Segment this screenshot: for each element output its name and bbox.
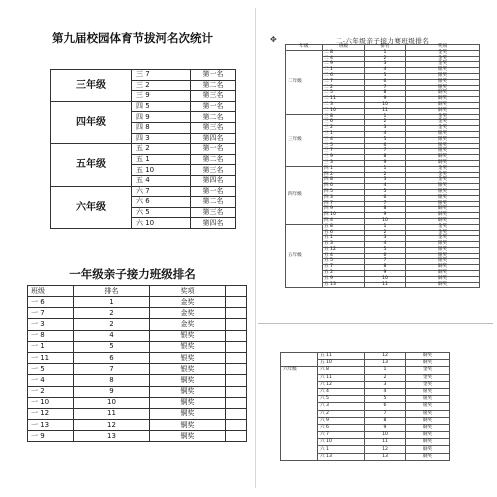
rank-cell: 5 bbox=[365, 137, 406, 143]
class-cell: 二 8 bbox=[323, 50, 365, 56]
rank-cell: 4 bbox=[365, 68, 406, 74]
header-rank: 排名 bbox=[74, 286, 150, 297]
award-cell: 金奖 bbox=[150, 308, 226, 319]
rank-cell: 11 bbox=[74, 408, 150, 419]
award-cell: 银奖 bbox=[406, 73, 480, 79]
award-cell: 金奖 bbox=[406, 166, 480, 172]
class-cell: 三 2 bbox=[132, 80, 191, 91]
award-cell: 银奖 bbox=[406, 253, 480, 259]
award-cell: 金奖 bbox=[406, 374, 450, 381]
table-row bbox=[51, 144, 236, 155]
award-cell: 金奖 bbox=[406, 381, 450, 388]
class-cell: 五 4 bbox=[132, 175, 191, 186]
table-row bbox=[28, 420, 247, 431]
class-cell: 六 3 bbox=[318, 403, 365, 410]
grade-label: 三年级 bbox=[51, 70, 132, 102]
table-row bbox=[51, 186, 236, 197]
award-cell: 铜奖 bbox=[406, 271, 480, 277]
rank-cell: 9 bbox=[74, 386, 150, 397]
class-cell: 五 4 bbox=[323, 253, 365, 259]
rank-cell: 1 bbox=[365, 166, 406, 172]
rank-cell: 13 bbox=[365, 453, 406, 460]
header-class: 班级 bbox=[323, 45, 365, 51]
rank-cell: 11 bbox=[365, 108, 406, 114]
award-cell: 银奖 bbox=[406, 259, 480, 265]
header-grade: 年级 bbox=[286, 45, 323, 51]
class-cell: 三 9 bbox=[323, 155, 365, 161]
rank-cell: 11 bbox=[365, 282, 406, 288]
award-cell: 金奖 bbox=[406, 120, 480, 126]
class-cell: 四 8 bbox=[323, 178, 365, 184]
rank-cell: 12 bbox=[365, 353, 406, 360]
award-cell: 金奖 bbox=[150, 297, 226, 308]
award-cell: 铜奖 bbox=[150, 431, 226, 442]
class-cell: 六 1 bbox=[318, 446, 365, 453]
rank-cell: 第一名 bbox=[191, 144, 236, 155]
award-cell: 铜奖 bbox=[150, 408, 226, 419]
rank-cell: 4 bbox=[365, 242, 406, 248]
rank-cell: 第四名 bbox=[191, 218, 236, 229]
class-cell: 二 4 bbox=[323, 56, 365, 62]
award-cell: 银奖 bbox=[406, 137, 480, 143]
class-cell: 六 4 bbox=[318, 388, 365, 395]
rank-cell: 8 bbox=[365, 265, 406, 271]
rank-cell: 4 bbox=[365, 184, 406, 190]
award-cell: 银奖 bbox=[150, 330, 226, 341]
award-cell: 银奖 bbox=[406, 195, 480, 201]
grade-label: 六年级 bbox=[281, 367, 318, 460]
rank-cell: 12 bbox=[365, 446, 406, 453]
grade-label: 五年级 bbox=[286, 224, 323, 288]
rank-cell: 第二名 bbox=[191, 154, 236, 165]
class-cell: 六 5 bbox=[132, 207, 191, 218]
header-empty bbox=[226, 286, 247, 297]
rank-cell: 6 bbox=[365, 143, 406, 149]
rank-cell: 6 bbox=[365, 79, 406, 85]
class-cell: 一 1 bbox=[28, 341, 74, 352]
class-cell: 六 2 bbox=[318, 410, 365, 417]
doc3-title: 二-六年级亲子接力赛班级排名 bbox=[335, 37, 430, 45]
class-cell: 五 6 bbox=[323, 230, 365, 236]
class-cell: 六 6 bbox=[318, 424, 365, 431]
class-cell: 四 5 bbox=[132, 101, 191, 112]
grade-label: 四年级 bbox=[51, 101, 132, 143]
rank-cell: 13 bbox=[365, 360, 406, 367]
award-cell: 金奖 bbox=[406, 126, 480, 132]
class-cell: 一 13 bbox=[28, 420, 74, 431]
class-cell: 四 7 bbox=[323, 201, 365, 207]
rank-cell: 第二名 bbox=[191, 80, 236, 91]
class-cell: 二 1 bbox=[323, 68, 365, 74]
award-cell: 铜奖 bbox=[406, 453, 450, 460]
header-class: 班级 bbox=[28, 286, 74, 297]
award-cell: 铜奖 bbox=[406, 91, 480, 97]
award-cell: 金奖 bbox=[406, 230, 480, 236]
award-cell: 金奖 bbox=[406, 367, 450, 374]
award-cell: 铜奖 bbox=[406, 265, 480, 271]
award-cell: 铜奖 bbox=[406, 218, 480, 224]
rank-cell: 第二名 bbox=[191, 197, 236, 208]
grade6-relay-ranking-table bbox=[280, 352, 450, 461]
grade-label: 四年级 bbox=[286, 166, 323, 224]
class-cell: 二 11 bbox=[323, 97, 365, 103]
rank-cell: 4 bbox=[365, 131, 406, 137]
award-cell: 银奖 bbox=[406, 242, 480, 248]
award-cell: 铜奖 bbox=[406, 432, 450, 439]
award-cell: 银奖 bbox=[406, 184, 480, 190]
rank-cell: 2 bbox=[365, 172, 406, 178]
class-cell: 六 9 bbox=[318, 417, 365, 424]
class-cell: 四 10 bbox=[323, 213, 365, 219]
table-row bbox=[28, 386, 247, 397]
class-cell: 六 5 bbox=[318, 396, 365, 403]
class-cell: 五 13 bbox=[323, 282, 365, 288]
table-move-handle-icon[interactable]: ✥ bbox=[270, 35, 277, 44]
class-cell: 五 11 bbox=[318, 353, 365, 360]
rank-cell: 1 bbox=[365, 224, 406, 230]
award-cell: 铜奖 bbox=[406, 439, 450, 446]
rank-cell: 1 bbox=[365, 50, 406, 56]
award-cell: 银奖 bbox=[406, 396, 450, 403]
rank-cell: 6 bbox=[365, 403, 406, 410]
rank-cell: 10 bbox=[365, 432, 406, 439]
award-cell: 银奖 bbox=[406, 201, 480, 207]
class-cell: 一 11 bbox=[28, 352, 74, 363]
class-cell: 四 9 bbox=[323, 207, 365, 213]
award-cell: 铜奖 bbox=[150, 397, 226, 408]
class-cell: 五 2 bbox=[323, 271, 365, 277]
rank-cell: 1 bbox=[365, 367, 406, 374]
award-cell: 金奖 bbox=[406, 172, 480, 178]
class-cell: 四 2 bbox=[323, 172, 365, 178]
rank-cell: 13 bbox=[74, 431, 150, 442]
empty-cell bbox=[226, 352, 247, 363]
rank-cell: 7 bbox=[365, 149, 406, 155]
empty-cell bbox=[226, 364, 247, 375]
rank-cell: 9 bbox=[365, 213, 406, 219]
empty-cell bbox=[226, 375, 247, 386]
table-row bbox=[28, 397, 247, 408]
award-cell: 银奖 bbox=[406, 68, 480, 74]
class-cell: 六 8 bbox=[318, 367, 365, 374]
rank-cell: 6 bbox=[365, 253, 406, 259]
table-row bbox=[28, 297, 247, 308]
class-cell: 三 2 bbox=[323, 126, 365, 132]
class-cell: 二 7 bbox=[323, 79, 365, 85]
class-cell: 五 9 bbox=[323, 276, 365, 282]
rank-cell: 第一名 bbox=[191, 70, 236, 81]
award-cell: 铜奖 bbox=[406, 97, 480, 103]
table-row bbox=[28, 341, 247, 352]
award-cell: 金奖 bbox=[406, 50, 480, 56]
table-row bbox=[28, 431, 247, 442]
class-cell: 五 12 bbox=[323, 247, 365, 253]
rank-cell: 第一名 bbox=[191, 101, 236, 112]
award-cell: 铜奖 bbox=[406, 360, 450, 367]
award-cell: 铜奖 bbox=[406, 108, 480, 114]
award-cell: 银奖 bbox=[406, 403, 450, 410]
rank-cell: 4 bbox=[365, 388, 406, 395]
empty-cell bbox=[226, 408, 247, 419]
class-cell: 一 4 bbox=[28, 375, 74, 386]
rank-cell: 8 bbox=[365, 155, 406, 161]
award-cell: 金奖 bbox=[406, 224, 480, 230]
rank-cell: 6 bbox=[365, 195, 406, 201]
table-row bbox=[281, 367, 450, 374]
table-row bbox=[28, 319, 247, 330]
class-cell: 六 7 bbox=[318, 432, 365, 439]
award-cell: 铜奖 bbox=[406, 155, 480, 161]
grade-label: 三年级 bbox=[286, 114, 323, 166]
class-cell: 五 1 bbox=[132, 154, 191, 165]
rank-cell: 6 bbox=[74, 352, 150, 363]
class-cell: 一 5 bbox=[28, 364, 74, 375]
rank-cell: 5 bbox=[365, 73, 406, 79]
rank-cell: 第一名 bbox=[191, 186, 236, 197]
class-cell: 六 10 bbox=[318, 439, 365, 446]
class-cell: 一 10 bbox=[28, 397, 74, 408]
grade-label: 五年级 bbox=[51, 144, 132, 186]
grade1-relay-ranking-table bbox=[27, 285, 247, 442]
class-cell: 三 9 bbox=[132, 91, 191, 102]
class-cell: 三 8 bbox=[323, 114, 365, 120]
rank-cell: 7 bbox=[365, 410, 406, 417]
table-row bbox=[51, 101, 236, 112]
class-cell: 五 3 bbox=[323, 242, 365, 248]
rank-cell: 2 bbox=[74, 319, 150, 330]
rank-cell: 2 bbox=[365, 120, 406, 126]
class-cell: 三 3 bbox=[323, 160, 365, 166]
empty-cell bbox=[226, 330, 247, 341]
award-cell: 银奖 bbox=[406, 149, 480, 155]
award-cell: 铜奖 bbox=[150, 420, 226, 431]
table-row bbox=[281, 353, 450, 360]
rank-cell: 4 bbox=[74, 330, 150, 341]
award-cell: 铜奖 bbox=[150, 375, 226, 386]
class-cell: 五 2 bbox=[132, 144, 191, 155]
header-rank: 排名 bbox=[365, 45, 406, 51]
rank-cell: 2 bbox=[365, 374, 406, 381]
award-cell: 铜奖 bbox=[406, 424, 450, 431]
rank-cell: 5 bbox=[365, 189, 406, 195]
tug-of-war-ranking-table bbox=[50, 69, 236, 229]
award-cell: 金奖 bbox=[406, 236, 480, 242]
rank-cell: 10 bbox=[74, 397, 150, 408]
class-cell: 一 7 bbox=[28, 308, 74, 319]
rank-cell: 5 bbox=[365, 396, 406, 403]
class-cell: 一 6 bbox=[28, 297, 74, 308]
award-cell: 银奖 bbox=[406, 79, 480, 85]
rank-cell: 8 bbox=[365, 207, 406, 213]
class-cell: 二 2 bbox=[323, 85, 365, 91]
award-cell: 铜奖 bbox=[406, 446, 450, 453]
rank-cell: 第三名 bbox=[191, 207, 236, 218]
class-cell: 一 2 bbox=[28, 386, 74, 397]
empty-cell bbox=[226, 319, 247, 330]
award-cell: 金奖 bbox=[406, 114, 480, 120]
rank-cell: 1 bbox=[365, 114, 406, 120]
class-cell: 四 8 bbox=[132, 122, 191, 133]
rank-cell: 7 bbox=[365, 201, 406, 207]
table-row bbox=[28, 308, 247, 319]
rank-cell: 8 bbox=[365, 91, 406, 97]
award-cell: 银奖 bbox=[406, 388, 450, 395]
class-cell: 三 4 bbox=[323, 137, 365, 143]
rank-cell: 9 bbox=[365, 424, 406, 431]
award-cell: 银奖 bbox=[406, 247, 480, 253]
empty-cell bbox=[226, 308, 247, 319]
class-cell: 四 4 bbox=[323, 218, 365, 224]
class-cell: 五 10 bbox=[132, 165, 191, 176]
class-cell: 六 12 bbox=[318, 381, 365, 388]
class-cell: 四 9 bbox=[132, 112, 191, 123]
class-cell: 五 7 bbox=[323, 265, 365, 271]
rank-cell: 8 bbox=[365, 417, 406, 424]
award-cell: 金奖 bbox=[406, 62, 480, 68]
award-cell: 铜奖 bbox=[406, 276, 480, 282]
rank-cell: 3 bbox=[365, 178, 406, 184]
rank-cell: 3 bbox=[365, 236, 406, 242]
rank-cell: 10 bbox=[365, 218, 406, 224]
rank-cell: 2 bbox=[365, 56, 406, 62]
award-cell: 银奖 bbox=[150, 341, 226, 352]
class-cell: 四 3 bbox=[323, 195, 365, 201]
rank-cell: 12 bbox=[74, 420, 150, 431]
rank-cell: 3 bbox=[365, 62, 406, 68]
class-cell: 一 3 bbox=[28, 319, 74, 330]
class-cell: 一 9 bbox=[28, 431, 74, 442]
table-row bbox=[28, 375, 247, 386]
class-cell: 四 5 bbox=[323, 189, 365, 195]
class-cell: 五 10 bbox=[318, 360, 365, 367]
class-cell: 六 11 bbox=[318, 374, 365, 381]
award-cell: 银奖 bbox=[406, 189, 480, 195]
award-cell: 银奖 bbox=[150, 364, 226, 375]
rank-cell: 5 bbox=[365, 247, 406, 253]
rank-cell: 第三名 bbox=[191, 91, 236, 102]
class-cell: 二 6 bbox=[323, 73, 365, 79]
award-cell: 银奖 bbox=[406, 143, 480, 149]
rank-cell: 7 bbox=[365, 259, 406, 265]
table-row bbox=[28, 352, 247, 363]
grade-label: 六年级 bbox=[51, 186, 132, 228]
rank-cell: 10 bbox=[365, 102, 406, 108]
header-award: 奖项 bbox=[150, 286, 226, 297]
rank-cell: 8 bbox=[74, 375, 150, 386]
rank-cell: 9 bbox=[365, 160, 406, 166]
class-cell: 六 6 bbox=[132, 197, 191, 208]
class-cell: 三 5 bbox=[323, 143, 365, 149]
class-cell: 二 10 bbox=[323, 108, 365, 114]
rank-cell: 第四名 bbox=[191, 175, 236, 186]
rank-cell: 3 bbox=[365, 381, 406, 388]
empty-cell bbox=[226, 341, 247, 352]
class-cell: 三 7 bbox=[323, 149, 365, 155]
page-divider-vertical bbox=[255, 8, 256, 488]
class-cell: 六 13 bbox=[318, 453, 365, 460]
award-cell: 金奖 bbox=[150, 319, 226, 330]
class-cell: 五 8 bbox=[323, 224, 365, 230]
empty-cell bbox=[226, 431, 247, 442]
class-cell: 一 8 bbox=[28, 330, 74, 341]
empty-cell bbox=[226, 420, 247, 431]
page-divider-horizontal bbox=[258, 323, 493, 324]
class-cell: 三 6 bbox=[323, 120, 365, 126]
rank-cell: 第三名 bbox=[191, 122, 236, 133]
award-cell: 铜奖 bbox=[406, 160, 480, 166]
class-cell: 一 12 bbox=[28, 408, 74, 419]
grade-label: 二年级 bbox=[286, 50, 323, 114]
award-cell: 铜奖 bbox=[406, 213, 480, 219]
rank-cell: 9 bbox=[365, 97, 406, 103]
empty-cell bbox=[226, 397, 247, 408]
rank-cell: 10 bbox=[365, 276, 406, 282]
rank-cell: 第二名 bbox=[191, 112, 236, 123]
award-cell: 铜奖 bbox=[406, 417, 450, 424]
header-award: 奖项 bbox=[406, 45, 480, 51]
class-cell: 二 9 bbox=[323, 62, 365, 68]
award-cell: 银奖 bbox=[406, 85, 480, 91]
award-cell: 铜奖 bbox=[406, 282, 480, 288]
rank-cell: 2 bbox=[74, 308, 150, 319]
award-cell: 金奖 bbox=[406, 178, 480, 184]
doc1-title: 第九届校园体育节拔河名次统计 bbox=[52, 31, 213, 45]
class-cell: 三 7 bbox=[132, 70, 191, 81]
table-row bbox=[51, 70, 236, 81]
rank-cell: 7 bbox=[365, 85, 406, 91]
rank-cell: 5 bbox=[74, 341, 150, 352]
award-cell: 金奖 bbox=[406, 56, 480, 62]
rank-cell: 1 bbox=[74, 297, 150, 308]
grade-label-continued bbox=[281, 353, 318, 367]
rank-cell: 第三名 bbox=[191, 165, 236, 176]
award-cell: 铜奖 bbox=[406, 102, 480, 108]
award-cell: 银奖 bbox=[150, 352, 226, 363]
table-row bbox=[28, 364, 247, 375]
class-cell: 四 6 bbox=[323, 184, 365, 190]
rank-cell: 第四名 bbox=[191, 133, 236, 144]
rank-cell: 9 bbox=[365, 271, 406, 277]
empty-cell bbox=[226, 297, 247, 308]
class-cell: 三 1 bbox=[323, 131, 365, 137]
award-cell: 铜奖 bbox=[406, 353, 450, 360]
doc2-title: 一年级亲子接力班级排名 bbox=[69, 267, 196, 281]
rank-cell: 2 bbox=[365, 230, 406, 236]
empty-cell bbox=[226, 386, 247, 397]
award-cell: 铜奖 bbox=[406, 207, 480, 213]
table-row bbox=[28, 330, 247, 341]
award-cell: 铜奖 bbox=[150, 386, 226, 397]
class-cell: 四 1 bbox=[323, 166, 365, 172]
award-cell: 银奖 bbox=[406, 131, 480, 137]
table-row bbox=[28, 408, 247, 419]
class-cell: 五 5 bbox=[323, 259, 365, 265]
rank-cell: 11 bbox=[365, 439, 406, 446]
class-cell: 二 3 bbox=[323, 102, 365, 108]
rank-cell: 7 bbox=[74, 364, 150, 375]
rank-cell: 3 bbox=[365, 126, 406, 132]
class-cell: 二 5 bbox=[323, 91, 365, 97]
award-cell: 银奖 bbox=[406, 410, 450, 417]
class-cell: 五 1 bbox=[323, 236, 365, 242]
class-cell: 六 10 bbox=[132, 218, 191, 229]
grades2-5-relay-ranking-table bbox=[285, 44, 480, 288]
class-cell: 六 7 bbox=[132, 186, 191, 197]
class-cell: 四 3 bbox=[132, 133, 191, 144]
